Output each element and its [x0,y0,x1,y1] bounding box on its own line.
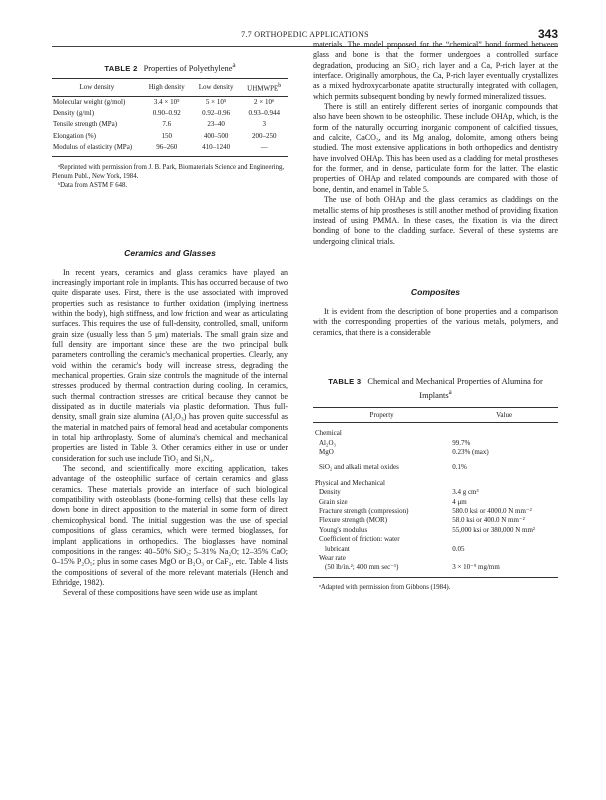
table3-header-row [313,407,558,422]
table3-footnote: ᵃAdapted with permission from Gibbons (1984). [319,583,451,591]
table2-title [52,60,288,74]
table3-group-label: Chemical [315,429,342,438]
body-paragraph: It is evident from the description of bone properties and a comparison with the corresponding properties of the various metals, polymers, and ceramics, that there is a considerable [313,306,558,337]
table3 [313,407,558,578]
table3-caption: Chemical and Mechanical Properties of Alumina for Implants [367,376,543,400]
body-paragraph: materials. The model proposed for the “chemical” bond formed between glass and bone is that the former undergoes a controlled surface degradation, producing an SiO₂ rich layer and a Ca, P-rich layer at the interface. Originally amorphous, the Ca, P-rich layer eventually crystallizes as a mixed hydroxycarbonate apatite structurally integrated with collagen, which permits subsequent bonding by newly formed mineralized tissues. [313,40,558,101]
table2-footnote-b: ᵇData from ASTM F 648. [58,181,128,189]
section-heading-composites: Composites [410,286,461,297]
table-row: Molecular weight (g/mol) 3.4 × 10⁵ 5 × 10⁵ 2 × 10⁶ [53,97,275,106]
table2-label: TABLE 2 [104,63,138,73]
table2-footnote-a: ᵃReprinted with permission from J. B. Park, Biomaterials Science and Engineering, Plenum Publ., New York, 1984. [52,163,285,180]
table-row: Coefficient of friction: water [319,535,400,544]
table2-header: Low density [192,78,241,96]
table3-header: Value [450,407,558,422]
table-row: Density (g/ml) 0.90–0.92 0.92–0.96 0.93–0.944 [53,108,280,117]
body-paragraph: The use of both OHAp and the glass ceramics as claddings on the metallic stems of hip prostheses is still another method of providing fixation instead of using PMMA. In these cases, the fixation is via the direct bonding of bone to the cladding surface. Several of these systems are undergoing clinical trials. [313,195,558,246]
table3-title [313,376,558,401]
table3-label: TABLE 3 [328,376,362,386]
table2-header: High density [142,78,192,96]
section-heading-ceramics: Ceramics and Glasses [124,247,216,258]
table3-header: Property [313,407,450,422]
table-row: Grain size 4 μm [319,497,467,506]
table-row: Modulus of elasticity (MPa) 96–260 410–1240 — [53,143,268,152]
table-row: Wear rate [319,553,346,562]
table3-group-label: Physical and Mechanical [315,478,385,487]
right-column [313,40,558,592]
table2-caption: Properties of Polyethylene [143,63,233,73]
body-paragraph: There is still an entirely different series of inorganic compounds that also have been shown to be osteophilic. These include OHAp, which, is the form of the naturally occurring inorganic component of calcified tissues, and calcite, CaCO₃, and its Mg analog, dolomite, among others being studied. The most extensive applications in both orthopedics and dentistry have involved OHAp. This has been used as a cladding for metal prostheses for the former, and in dense, particulate form for the latter. The elastic properties of OHAp and related compounds are compared with those of bone, dentin, and enamel in Table 5. [313,102,558,194]
table3-title-sup: a [448,387,452,396]
running-head-title: 7.7 ORTHOPEDIC APPLICATIONS [241,30,369,39]
body-paragraph: Several of these compositions have seen wide use as implant [63,588,258,598]
left-column [52,60,288,599]
table-row: Density 3.4 g cm³ [319,488,479,497]
table-row: Elongation (%) 150 400–500 200–250 [53,131,277,140]
table2-title-sup: a [232,61,236,69]
table-row: SiO₂ and alkali metal oxides 0.1% [319,463,467,472]
body-paragraph: In recent years, ceramics and glass ceramics have played an increasingly important role in implants. This has occurred because of two quite disparate uses. First, there is the use associated with improved properties such as resistance to further oxidation (implying inertness within the body), high stiffness, and low friction and wear as articulating surfaces. This requires the use of full-density, controlled, small, uniform grain size (usually less than 5 μm) materials. The small grain size and full density are important since these are the two principal bulk parameters controlling the ceramic's mechanical properties. Clearly, any void within the ceramic's body will increase stress, degrading the mechanical properties. Grain size controls the magnitude of the internal stresses produced by thermal contraction during cooling. In ceramics, such thermal contraction stresses are critical because they cannot be dissipated as in ductile materials via plastic deformation. Thus full-density, small grain size alumina (Al₂O₃) has proven quite successful as the material in matched pairs of femoral head and acetabular components in total hip arthroplasty. Some of alumina's chemical and mechanical properties are listed in Table 3. Other ceramics either in use or under consideration for such use include TiO₂ and Si₃N₄. [52,267,288,463]
table-row: Tensile strength (MPa) 7.6 23–40 3 [53,120,266,129]
table-row: (50 lb/in.²; 400 mm sec⁻¹) 3 × 10⁻⁹ mg/mm [325,563,500,572]
table-row: MgO 0.23% (max) [319,447,489,456]
table-row: Young's modulus 55,000 ksi or 380,000 N mm² [319,525,535,534]
table-row [313,429,558,438]
body-paragraph: The second, and scientifically more exciting application, takes advantage of the osteophilic surface of certain ceramics and glass ceramics. These materials provide an interface of such biological compatibility with osteoblasts (bone-forming cells) that these cells lay down bone in direct apposition to the material in some form of direct chemicophysical bond. The initial suggestion was the use of special compositions of glass ceramics, which were termed bioglasses, for implant applications in orthopedics. The bioglasses have nominal compositions in the ranges: 40–50% SiO₂; 5–31% Na₂O; 12–35% CaO; 0–15% P₂O₅; plus in some cases MgO or B₂O₃ or CaF₂, etc. Table 4 lists the compositions of several of the more relevant materials (Hench and Ethridge, 1982). [52,464,288,587]
table-row: Flexure strength (MOR) 58.0 ksi or 400.0 N mm⁻² [319,516,525,525]
table-row: lubricant 0.05 [325,544,465,553]
table2-header: Low density [52,78,142,96]
table2 [52,78,288,157]
table-row: Fracture strength (compression) 580.0 ksi or 4000.0 N mm⁻² [319,506,532,515]
table2-header: UHMWPE$^b$ [240,78,288,96]
page-number: 343 [537,27,558,41]
table2-header-row [52,78,288,96]
table-row [313,479,558,488]
table-row: Al₂O₃ 99.7% [319,438,471,447]
